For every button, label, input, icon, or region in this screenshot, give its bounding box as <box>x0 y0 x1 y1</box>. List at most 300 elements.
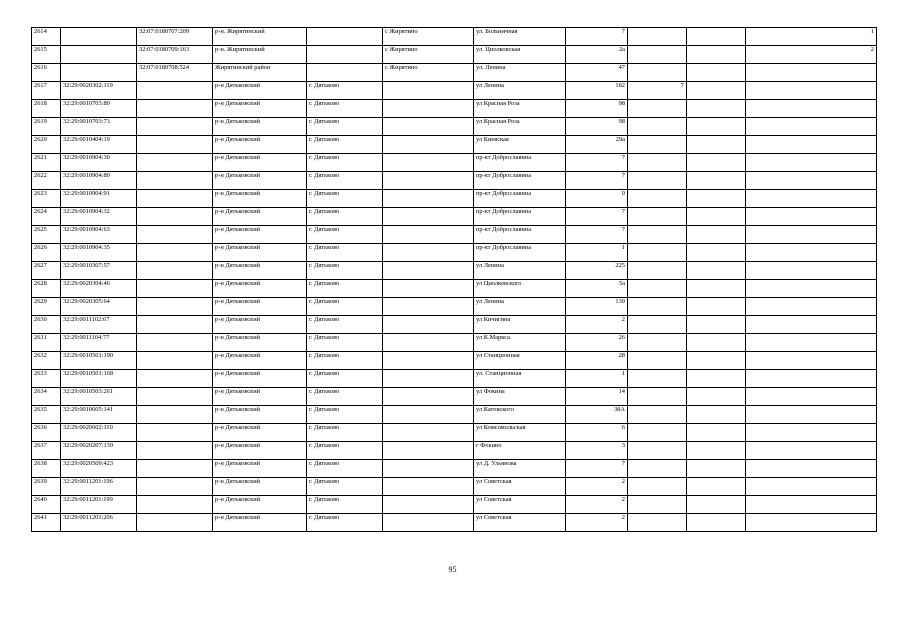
cell-town: г. Дятьково <box>307 118 383 136</box>
cell-cadastral-number: 32:29:0020305:64 <box>61 298 137 316</box>
cell-extra <box>687 208 746 226</box>
cell-house-number: 7 <box>566 226 628 244</box>
cell-house-number: 2 <box>566 496 628 514</box>
cell-extra <box>687 262 746 280</box>
cell-cadastral-number-alt <box>137 334 213 352</box>
cell-house-number: 98 <box>566 118 628 136</box>
cell-cadastral-number: 32:29:0010404:19 <box>61 136 137 154</box>
cell-apartment <box>628 226 687 244</box>
cell-count <box>746 136 877 154</box>
table-row <box>32 442 877 460</box>
cell-row-number: 2616 <box>32 64 61 82</box>
cell-district: Жирятинский район <box>213 64 307 82</box>
cell-cadastral-number: 32:29:0010904:80 <box>61 172 137 190</box>
cell-row-number: 2640 <box>32 496 61 514</box>
cell-apartment <box>628 352 687 370</box>
cell-row-number: 2620 <box>32 136 61 154</box>
cell-cadastral-number: 32:29:0020207:139 <box>61 442 137 460</box>
cell-village <box>383 460 474 478</box>
cell-cadastral-number: 32:29:0011201:199 <box>61 496 137 514</box>
cell-row-number: 2632 <box>32 352 61 370</box>
cell-apartment <box>628 442 687 460</box>
cell-village: с Жирятино <box>383 64 474 82</box>
cell-street: ул Циолковского <box>474 280 566 298</box>
cell-row-number: 2619 <box>32 118 61 136</box>
cell-town: г. Дятьково <box>307 460 383 478</box>
table-row <box>32 406 877 424</box>
cell-cadastral-number: 32:29:0010703:73 <box>61 118 137 136</box>
cell-district: р-н Дятьковский <box>213 100 307 118</box>
cell-cadastral-number-alt <box>137 100 213 118</box>
cell-cadastral-number: 32:29:0011102:67 <box>61 316 137 334</box>
cell-extra <box>687 406 746 424</box>
cell-cadastral-number: 32:29:0020602:110 <box>61 424 137 442</box>
cell-count <box>746 514 877 532</box>
cell-count <box>746 370 877 388</box>
cell-district: р-н Дятьковский <box>213 316 307 334</box>
cell-village <box>383 352 474 370</box>
cell-village <box>383 208 474 226</box>
cell-street: пр-кт Доброславина <box>474 226 566 244</box>
cell-street: ул Катовского <box>474 406 566 424</box>
table-row <box>32 64 877 82</box>
cell-village <box>383 244 474 262</box>
cell-village <box>383 424 474 442</box>
cell-row-number: 2628 <box>32 280 61 298</box>
cell-row-number: 2618 <box>32 100 61 118</box>
cell-cadastral-number-alt: 32:07:0180707:209 <box>137 28 213 46</box>
table-row <box>32 460 877 478</box>
table-row <box>32 154 877 172</box>
table-row <box>32 298 877 316</box>
cell-street: пр-кт Доброславина <box>474 190 566 208</box>
cell-extra <box>687 46 746 64</box>
table-row <box>32 244 877 262</box>
cell-cadastral-number-alt <box>137 388 213 406</box>
cell-street: пр-кт Доброславина <box>474 172 566 190</box>
cell-cadastral-number-alt <box>137 316 213 334</box>
cell-count <box>746 118 877 136</box>
cell-row-number: 2615 <box>32 46 61 64</box>
cell-house-number: 182 <box>566 82 628 100</box>
cell-street: ул Фокина <box>474 388 566 406</box>
cell-village <box>383 388 474 406</box>
cell-extra <box>687 190 746 208</box>
table-row <box>32 226 877 244</box>
table-row <box>32 208 877 226</box>
cell-district: р-н Дятьковский <box>213 334 307 352</box>
cell-cadastral-number-alt <box>137 496 213 514</box>
cell-cadastral-number: 32:29:0010503:261 <box>61 388 137 406</box>
cell-cadastral-number-alt <box>137 514 213 532</box>
cell-apartment <box>628 424 687 442</box>
cell-town: г. Дятьково <box>307 280 383 298</box>
cell-district: р-н Дятьковский <box>213 118 307 136</box>
cell-cadastral-number: 32:29:0011201:196 <box>61 478 137 496</box>
cell-town: г. Дятьково <box>307 496 383 514</box>
cell-count <box>746 406 877 424</box>
cell-extra <box>687 496 746 514</box>
cell-count <box>746 100 877 118</box>
cell-count <box>746 172 877 190</box>
cell-street: ул Советская <box>474 514 566 532</box>
cell-apartment <box>628 406 687 424</box>
cell-street: ул Д. Ульянова <box>474 460 566 478</box>
cell-district: р-н Дятьковский <box>213 352 307 370</box>
cell-street: ул Красная Роза <box>474 100 566 118</box>
cell-apartment <box>628 388 687 406</box>
cell-district: р-н Дятьковский <box>213 190 307 208</box>
cell-row-number: 2625 <box>32 226 61 244</box>
cell-apartment <box>628 316 687 334</box>
cell-district: р-н Дятьковский <box>213 280 307 298</box>
cell-house-number: 3 <box>566 442 628 460</box>
cell-count <box>746 154 877 172</box>
cell-row-number: 2639 <box>32 478 61 496</box>
cell-apartment <box>628 262 687 280</box>
cell-street: ул Ленина <box>474 82 566 100</box>
cell-extra <box>687 352 746 370</box>
cell-cadastral-number: 32:29:0010904:91 <box>61 190 137 208</box>
cell-cadastral-number-alt <box>137 154 213 172</box>
cell-cadastral-number: 32:29:0010703:80 <box>61 100 137 118</box>
cell-apartment <box>628 118 687 136</box>
cell-village <box>383 478 474 496</box>
cell-village <box>383 172 474 190</box>
cell-count <box>746 82 877 100</box>
cell-house-number: 5а <box>566 280 628 298</box>
cell-cadastral-number-alt <box>137 280 213 298</box>
cell-extra <box>687 82 746 100</box>
cell-row-number: 2627 <box>32 262 61 280</box>
cell-extra <box>687 478 746 496</box>
cell-district: р-н Дятьковский <box>213 514 307 532</box>
cell-town: г. Дятьково <box>307 190 383 208</box>
cell-street: пр-кт Доброславина <box>474 208 566 226</box>
cell-count <box>746 388 877 406</box>
table-row <box>32 514 877 532</box>
cell-cadastral-number <box>61 28 137 46</box>
cell-district: р-н Дятьковский <box>213 244 307 262</box>
cell-district: р-н Дятьковский <box>213 424 307 442</box>
table-row <box>32 118 877 136</box>
cell-town: г. Дятьково <box>307 244 383 262</box>
cell-town: г. Дятьково <box>307 388 383 406</box>
cell-apartment <box>628 100 687 118</box>
cell-cadastral-number: 32:29:0010501:190 <box>61 352 137 370</box>
cell-house-number: 6 <box>566 424 628 442</box>
cell-count: 2 <box>746 46 877 64</box>
cell-village <box>383 298 474 316</box>
cell-town: г. Дятьково <box>307 100 383 118</box>
table-row <box>32 316 877 334</box>
cell-apartment <box>628 64 687 82</box>
cell-row-number: 2624 <box>32 208 61 226</box>
cell-village <box>383 136 474 154</box>
cell-district: р-н Дятьковский <box>213 442 307 460</box>
cell-district: р-н Дятьковский <box>213 172 307 190</box>
cell-extra <box>687 100 746 118</box>
cell-house-number: 2 <box>566 514 628 532</box>
cell-village <box>383 280 474 298</box>
cell-house-number: 9 <box>566 190 628 208</box>
cell-row-number: 2617 <box>32 82 61 100</box>
cell-apartment <box>628 28 687 46</box>
cell-district: р-н Дятьковский <box>213 496 307 514</box>
cell-cadastral-number: 32:29:0010904:30 <box>61 154 137 172</box>
cell-cadastral-number-alt <box>137 190 213 208</box>
cell-street: ул Ленина <box>474 262 566 280</box>
cell-town <box>307 46 383 64</box>
cell-extra <box>687 244 746 262</box>
cell-street: г Фокино <box>474 442 566 460</box>
cell-village <box>383 262 474 280</box>
cell-district: р-н Дятьковский <box>213 208 307 226</box>
cell-house-number: 2 <box>566 316 628 334</box>
table-row <box>32 46 877 64</box>
cell-row-number: 2638 <box>32 460 61 478</box>
table-body <box>32 28 877 532</box>
cell-cadastral-number-alt <box>137 226 213 244</box>
cell-row-number: 2622 <box>32 172 61 190</box>
cell-apartment <box>628 280 687 298</box>
cell-apartment <box>628 298 687 316</box>
cell-cadastral-number-alt: 32:07:0180709:163 <box>137 46 213 64</box>
cell-extra <box>687 316 746 334</box>
cell-village <box>383 514 474 532</box>
cell-cadastral-number-alt <box>137 262 213 280</box>
table-row <box>32 28 877 46</box>
cell-cadastral-number-alt <box>137 118 213 136</box>
cell-town: г. Дятьково <box>307 424 383 442</box>
cell-street: ул. Станционная <box>474 370 566 388</box>
cell-count <box>746 334 877 352</box>
cell-count <box>746 496 877 514</box>
cell-district: р-н Дятьковский <box>213 82 307 100</box>
table-row <box>32 496 877 514</box>
cell-count <box>746 244 877 262</box>
cell-count <box>746 460 877 478</box>
cell-street: ул Комсомольская <box>474 424 566 442</box>
cell-village <box>383 118 474 136</box>
cell-row-number: 2635 <box>32 406 61 424</box>
cell-extra <box>687 118 746 136</box>
cell-district: р-н Дятьковский <box>213 226 307 244</box>
cell-apartment <box>628 496 687 514</box>
cell-village <box>383 316 474 334</box>
cell-district: р-н. Жирятинский <box>213 28 307 46</box>
cell-cadastral-number-alt <box>137 352 213 370</box>
cell-street: ул. Ленина <box>474 64 566 82</box>
cell-village <box>383 100 474 118</box>
page-number: 95 <box>448 565 457 574</box>
cell-district: р-н Дятьковский <box>213 136 307 154</box>
cell-cadastral-number: 32:29:0010904:32 <box>61 208 137 226</box>
cell-cadastral-number: 32:29:0010904:63 <box>61 226 137 244</box>
cell-house-number: 7 <box>566 154 628 172</box>
cell-house-number: 225 <box>566 262 628 280</box>
cell-cadastral-number: 32:29:0011203:206 <box>61 514 137 532</box>
cell-district: р-н. Жирятинский <box>213 46 307 64</box>
cell-town: г. Дятьково <box>307 406 383 424</box>
table-row <box>32 388 877 406</box>
cell-village <box>383 406 474 424</box>
cell-count <box>746 190 877 208</box>
table-row <box>32 424 877 442</box>
cell-count <box>746 298 877 316</box>
cell-row-number: 2641 <box>32 514 61 532</box>
cell-village <box>383 334 474 352</box>
cell-cadastral-number <box>61 64 137 82</box>
cell-apartment <box>628 334 687 352</box>
cell-row-number: 2636 <box>32 424 61 442</box>
cell-house-number: 7 <box>566 208 628 226</box>
cell-extra <box>687 334 746 352</box>
cell-town <box>307 64 383 82</box>
cell-village <box>383 442 474 460</box>
cell-town: г. Дятьково <box>307 370 383 388</box>
cell-town: г. Дятьково <box>307 478 383 496</box>
cell-village <box>383 82 474 100</box>
cell-cadastral-number: 32:29:0010605:141 <box>61 406 137 424</box>
cell-village <box>383 226 474 244</box>
cell-town: г. Дятьково <box>307 208 383 226</box>
table-row <box>32 262 877 280</box>
cell-row-number: 2626 <box>32 244 61 262</box>
cell-cadastral-number <box>61 46 137 64</box>
cell-cadastral-number-alt <box>137 208 213 226</box>
cell-town: г. Дятьково <box>307 298 383 316</box>
cell-town: г. Дятьково <box>307 172 383 190</box>
table-row <box>32 370 877 388</box>
cell-apartment <box>628 172 687 190</box>
cell-house-number: 2 <box>566 478 628 496</box>
cell-apartment <box>628 208 687 226</box>
cell-count <box>746 64 877 82</box>
cell-extra <box>687 226 746 244</box>
cell-cadastral-number-alt <box>137 424 213 442</box>
cell-row-number: 2614 <box>32 28 61 46</box>
table-row <box>32 334 877 352</box>
cell-town: г. Дятьково <box>307 316 383 334</box>
cell-house-number: 2а <box>566 46 628 64</box>
cell-house-number: 47 <box>566 64 628 82</box>
cell-cadastral-number-alt <box>137 136 213 154</box>
cell-count <box>746 352 877 370</box>
cell-cadastral-number-alt <box>137 460 213 478</box>
cell-house-number: 139 <box>566 298 628 316</box>
cell-extra <box>687 370 746 388</box>
cell-street: пр-кт Доброславина <box>474 154 566 172</box>
cell-village <box>383 154 474 172</box>
cell-count <box>746 442 877 460</box>
cell-cadastral-number: 32:29:0010501:168 <box>61 370 137 388</box>
cell-town: г. Дятьково <box>307 334 383 352</box>
cell-apartment <box>628 244 687 262</box>
cell-street: ул Красная Роза <box>474 118 566 136</box>
cell-town: г. Дятьково <box>307 442 383 460</box>
cell-cadastral-number: 32:29:0010904:35 <box>61 244 137 262</box>
cell-district: р-н Дятьковский <box>213 406 307 424</box>
cell-house-number: 7 <box>566 172 628 190</box>
cell-count: 1 <box>746 28 877 46</box>
cell-street: ул. Циолковская <box>474 46 566 64</box>
cell-house-number: 1 <box>566 370 628 388</box>
property-table <box>31 27 877 532</box>
cell-town: г. Дятьково <box>307 154 383 172</box>
cell-cadastral-number: 32:29:0011104:77 <box>61 334 137 352</box>
cell-street: ул Киевская <box>474 136 566 154</box>
cell-street: ул Советская <box>474 478 566 496</box>
cell-count <box>746 478 877 496</box>
cell-cadastral-number-alt <box>137 478 213 496</box>
cell-cadastral-number-alt <box>137 370 213 388</box>
cell-town: г. Дятьково <box>307 82 383 100</box>
cell-street: ул Советская <box>474 496 566 514</box>
table-row <box>32 190 877 208</box>
cell-district: р-н Дятьковский <box>213 478 307 496</box>
cell-apartment: 7 <box>628 82 687 100</box>
cell-cadastral-number: 32:29:0020302:119 <box>61 82 137 100</box>
cell-extra <box>687 64 746 82</box>
cell-house-number: 14 <box>566 388 628 406</box>
cell-street: ул Ленина <box>474 298 566 316</box>
cell-apartment <box>628 190 687 208</box>
cell-apartment <box>628 514 687 532</box>
cell-district: р-н Дятьковский <box>213 154 307 172</box>
table-row <box>32 82 877 100</box>
cell-row-number: 2621 <box>32 154 61 172</box>
table-row <box>32 100 877 118</box>
cell-row-number: 2633 <box>32 370 61 388</box>
cell-extra <box>687 136 746 154</box>
cell-row-number: 2631 <box>32 334 61 352</box>
cell-cadastral-number: 32:29:0010307:57 <box>61 262 137 280</box>
cell-row-number: 2630 <box>32 316 61 334</box>
cell-count <box>746 280 877 298</box>
cell-extra <box>687 154 746 172</box>
cell-cadastral-number-alt <box>137 244 213 262</box>
cell-cadastral-number-alt: 32:07:0180708:524 <box>137 64 213 82</box>
cell-house-number: 29а <box>566 136 628 154</box>
cell-town: г. Дятьково <box>307 136 383 154</box>
cell-count <box>746 424 877 442</box>
cell-town: г. Дятьково <box>307 352 383 370</box>
cell-district: р-н Дятьковский <box>213 388 307 406</box>
cell-town <box>307 28 383 46</box>
cell-cadastral-number-alt <box>137 406 213 424</box>
cell-house-number: 26 <box>566 334 628 352</box>
cell-street: ул. Больничная <box>474 28 566 46</box>
cell-district: р-н Дятьковский <box>213 262 307 280</box>
cell-cadastral-number: 32:29:0020304:46 <box>61 280 137 298</box>
cell-street: пр-кт Доброславина <box>474 244 566 262</box>
cell-row-number: 2623 <box>32 190 61 208</box>
cell-cadastral-number-alt <box>137 298 213 316</box>
cell-apartment <box>628 370 687 388</box>
cell-district: р-н Дятьковский <box>213 298 307 316</box>
cell-house-number: 7 <box>566 460 628 478</box>
table-row <box>32 172 877 190</box>
cell-extra <box>687 424 746 442</box>
cell-extra <box>687 460 746 478</box>
cell-town: г. Дятьково <box>307 262 383 280</box>
cell-street: ул К.Маркса <box>474 334 566 352</box>
table-row <box>32 478 877 496</box>
cell-extra <box>687 280 746 298</box>
cell-village <box>383 370 474 388</box>
cell-cadastral-number-alt <box>137 172 213 190</box>
